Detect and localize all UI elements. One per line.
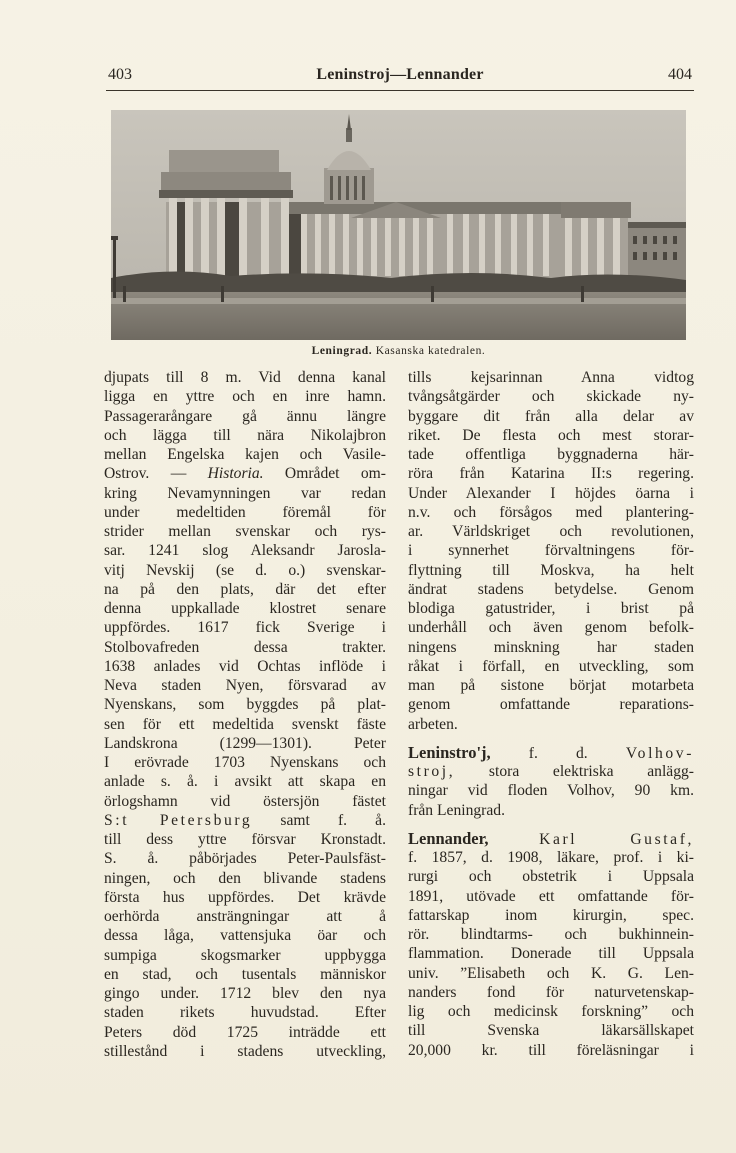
text-line: från Leningrad. <box>408 801 505 819</box>
text-line: n.v. och försågos med plantering- <box>408 503 694 521</box>
text-line: och lägga till nära Nikolajbron <box>104 426 386 444</box>
text-line: Peters död 1725 inträdde ett <box>104 1023 386 1041</box>
text-line: nanders fond för naturvetenskap- <box>408 983 694 1001</box>
text-line: Nyenskans, som byggdes på plat- <box>104 696 386 714</box>
text-line: under medeltiden föremål för <box>104 503 386 521</box>
text-line: S:t Petersburg samt f. å. <box>104 811 387 829</box>
text-line: anlade s. å. i avsikt att skapa en <box>104 773 386 791</box>
text-line: sen för ett medeltida svenskt fäste <box>104 715 386 733</box>
text-line: Landskrona (1299—1301). Peter <box>104 734 386 752</box>
spaced-city-name: S:t Petersburg <box>104 811 253 829</box>
text-line: byggare dit från alla delar av <box>408 407 694 425</box>
text-line: tade offentliga byggnaderna här- <box>408 446 694 463</box>
text-line: genom omfattande reparations- <box>408 696 694 714</box>
text-line: stillestånd i stadens utveckling, <box>104 1042 386 1060</box>
text-line: tvångsåtgärder och skickade ny- <box>408 388 694 406</box>
text-line: S. å. påbörjades Peter-Paulsfäst- <box>104 850 386 868</box>
text-line: ändrat stadens betydelse. Genom <box>408 580 694 598</box>
text-line: dessa låga, vattensjuka öar och <box>104 927 386 945</box>
text-line: Leninstro'j, f. d. Volhov- <box>408 742 694 762</box>
text-line: I erövrade 1703 Nyenskans och <box>104 754 386 771</box>
text-line: till dess yttre försvar Kronstadt. <box>104 831 386 848</box>
cathedral-illustration <box>111 110 686 340</box>
text-line: strider mellan svenskar och rys- <box>104 523 386 540</box>
text-line: ar. Världskriget och revolutionen, <box>408 523 694 540</box>
entry-gap <box>408 734 694 743</box>
text-line: staden rikets huvudstad. Efter <box>104 1004 386 1022</box>
text-line: ningens minskning har staden <box>408 638 694 656</box>
text-line: Passagerarångare gå ännu längre <box>104 407 386 425</box>
historia-heading: Historia. <box>207 465 264 483</box>
text-line: denna uppkallade klostret senare <box>104 600 386 617</box>
running-header <box>106 64 694 91</box>
text-line: sumpiga skogsmarker uppbygga <box>104 946 386 964</box>
text-line: univ. ”Elisabeth och K. G. Len- <box>408 964 694 982</box>
right-column <box>408 368 694 1060</box>
text-line: blodiga gatustrider, i brist på <box>408 600 694 617</box>
page-number-right: 404 <box>668 66 692 83</box>
text-line: underhåll och även genom befolk- <box>408 619 694 637</box>
text-line: man på sistone börjat motarbeta <box>408 677 694 694</box>
text-line: Neva staden Nyen, försvarad av <box>104 677 386 694</box>
text-line: röra från Katarina II:s regering. <box>408 465 694 483</box>
text-line: Lennander, Karl Gustaf, <box>408 828 694 848</box>
text-line: flyttning till Moskva, ha helt <box>408 561 694 579</box>
text-line: stroj, stora elektriska anlägg- <box>408 763 694 780</box>
entry-gap <box>408 820 694 829</box>
headword-leninstroj: Leninstro'j, <box>408 742 491 762</box>
text-line: uppfördes. 1617 fick Sverige i <box>104 619 386 637</box>
text-line: örlogshamn vid östersjön fästet <box>104 792 386 810</box>
caption-place: Leningrad. <box>311 345 373 357</box>
text-line: ligga en yttre och en inre hamn. <box>104 388 386 406</box>
figure-caption <box>111 345 686 357</box>
text-line: första hus uppfördes. Det krävde <box>104 888 386 906</box>
text-line: 1891, utövade ett omfattande för- <box>408 887 694 905</box>
text-line: rurgi och obstetrik i Uppsala <box>408 868 694 886</box>
text-line: en stad, och tusentals människor <box>104 965 386 983</box>
text-line: sar. 1241 slog Aleksandr Jarosla- <box>104 542 386 560</box>
text-line: tills kejsarinnan Anna vidtog <box>408 369 694 386</box>
text-line: fattarskap inom kirurgin, spec. <box>408 906 694 924</box>
text-line: råkat i förfall, en utveckling, som <box>408 657 694 675</box>
text-line: mellan Engelska kajen och Vasile- <box>104 446 386 463</box>
entry-leninstroj <box>408 743 694 820</box>
text-line: ningen, och den blivande stadens <box>104 869 386 887</box>
running-title: Leninstroj—Lennander <box>316 66 484 83</box>
text-line: lig och medicinsk forskning” och <box>408 1003 694 1020</box>
caption-text: Kasanska katedralen. <box>372 345 486 357</box>
cathedral-photo <box>111 110 686 340</box>
text-line: na på den plats, där det efter <box>104 580 386 598</box>
text-line: i synnerhet förvaltningens för- <box>408 542 694 560</box>
text-line: kring Nevamynningen var redan <box>104 484 386 502</box>
text-line: 1638 anlades vid Ochtas inflöde i <box>104 657 386 675</box>
text-line: 20,000 kr. till föreläsningar i <box>408 1041 694 1059</box>
text-line: f. 1857, d. 1908, läkare, prof. i ki- <box>408 849 694 866</box>
text-line: oerhörda ansträngningar att å <box>104 908 386 925</box>
text-line: gingo under. 1712 blev den nya <box>104 985 386 1002</box>
headword-lennander: Lennander, <box>408 828 489 848</box>
text-line: till Svenska läkarsällskapet <box>408 1022 694 1040</box>
text-line: Ostrov. — Historia. Området om- <box>104 465 386 483</box>
text-line: rör. blindtarms- och bukhinnein- <box>408 926 694 943</box>
text-line: riket. De flesta och mest storar- <box>408 426 694 444</box>
left-column <box>104 368 386 1061</box>
entry-lennander <box>408 829 694 1060</box>
text-line: djupats till 8 m. Vid denna kanal <box>104 369 386 386</box>
text-line: arbeten. <box>408 715 458 733</box>
text-line: Under Alexander I höjdes öarna i <box>408 484 694 502</box>
text-line: ningar vid floden Volhov, 90 km. <box>408 782 694 800</box>
text-line: Stolbovafreden dessa trakter. <box>104 638 386 656</box>
text-line: vitj Nevskij (se d. o.) svenskar- <box>104 561 386 579</box>
text-line: flammation. Donerade till Uppsala <box>408 945 694 963</box>
page-number-left: 403 <box>108 66 132 83</box>
